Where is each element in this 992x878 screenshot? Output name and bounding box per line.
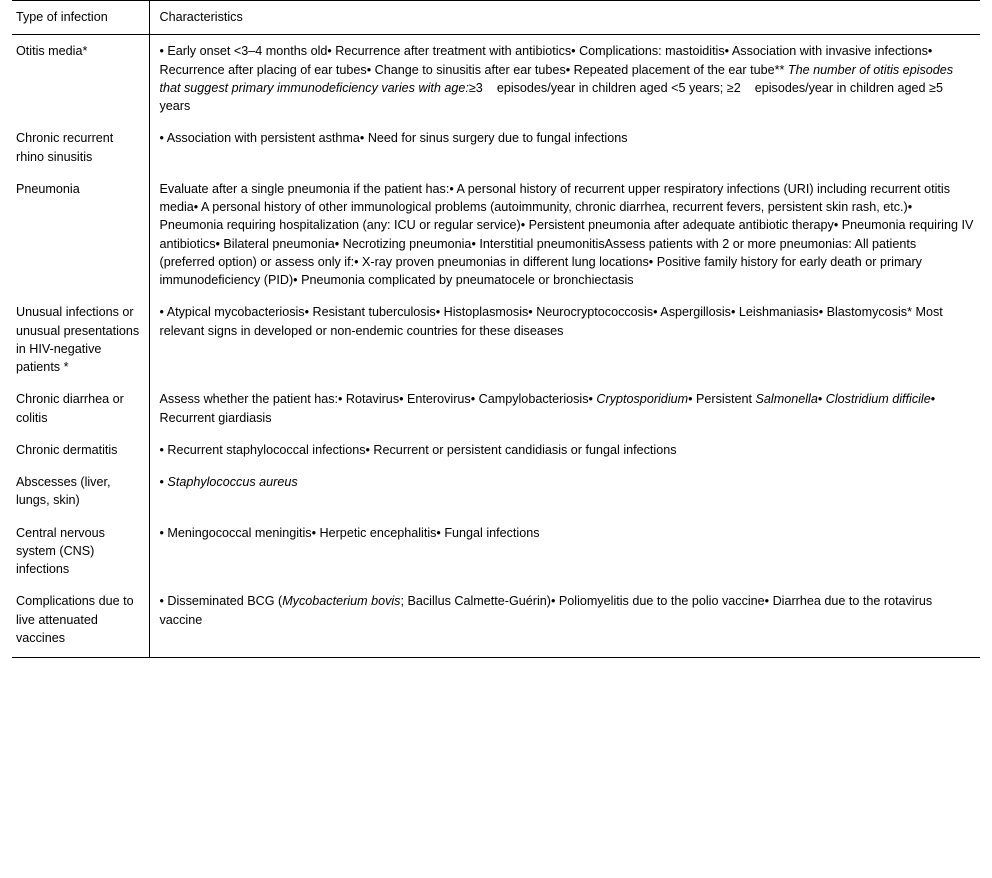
table-row <box>12 296 980 383</box>
italic-text: Salmonella <box>755 392 818 407</box>
table-row <box>12 585 980 657</box>
table-row <box>12 35 980 123</box>
characteristics-cell: • Meningococcal meningitis• Herpetic encephalitis• Fungal infections <box>159 525 540 540</box>
table-row <box>12 173 980 297</box>
italic-text: Mycobacterium bovis <box>282 594 401 609</box>
infection-type-cell: Chronic recurrent rhino sinusitis <box>12 122 149 173</box>
table-row <box>12 122 980 173</box>
table-bottom-rule <box>12 657 980 658</box>
infection-characteristics-table <box>12 0 980 657</box>
infection-type-cell: Unusual infections or unusual presentations in HIV-negative patients * <box>12 296 149 383</box>
infection-type-cell: Otitis media* <box>12 35 149 123</box>
infection-type-cell: Chronic dermatitis <box>12 434 149 466</box>
table-row <box>12 434 980 466</box>
infection-type-cell: Abscesses (liver, lungs, skin) <box>12 466 149 517</box>
characteristics-cell: • Recurrent staphylococcal infections• Recurrent or persistent candidiasis or fungal infections <box>159 442 677 457</box>
italic-text: The number of otitis episodes that suggest primary immunodeficiency varies with age: <box>159 62 954 95</box>
table-row <box>12 383 980 434</box>
infection-type-cell: Complications due to live attenuated vaccines <box>12 585 149 657</box>
table-header <box>12 1 980 35</box>
characteristics-cell: • Atypical mycobacteriosis• Resistant tuberculosis• Histoplasmosis• Neurocryptococcosis• Aspergillosis• Leishmaniasis• Blastomycosis* Most relevant signs in developed or non-endemic countries for these diseases <box>159 305 943 338</box>
infection-type-cell: Pneumonia <box>12 173 149 297</box>
column-header-type: Type of infection <box>12 1 149 35</box>
characteristics-cell: • Early onset <3–4 months old• Recurrence after treatment with antibiotics• Complications: mastoiditis• Association with invasive infections• Recurrence after placing of ear tubes• Change to sinusitis after ear tubes• Repeated placement of the ear tube** The number of otitis episodes that suggest primary immunodeficiency varies with age:≥3 episodes/year in children aged <5 years; ≥2 episodes/year in children aged ≥5 years <box>159 44 954 113</box>
infection-type-cell: Chronic diarrhea or colitis <box>12 383 149 434</box>
italic-text: Staphylococcus aureus <box>167 475 298 489</box>
characteristics-cell: Evaluate after a single pneumonia if the patient has:• A personal history of recurrent upper respiratory infections (URI) including recurrent otitis media• A personal history of other immunological problems (autoimmunity, chronic diarrhea, recurrent fevers, persistent skin rash, etc.)• Pneumonia requiring hospitalization (any: ICU or regular service)• Persistent pneumonia after adequate antibiotic therapy• Pneumonia requiring IV antibiotics• Bilateral pneumonia• Necrotizing pneumonia• Interstitial pneumonitisAssess patients with 2 or more pneumonias: All patients (preferred option) or assess only if:• X-ray proven pneumonias in different lung locations• Positive family history for early death or primary immunodeficiency (PID)• Pneumonia complicated by pneumatocele or bronchiectasis <box>159 181 974 287</box>
table-row <box>12 466 980 517</box>
characteristics-cell: • Staphylococcus aureus <box>159 475 298 489</box>
table-row <box>12 517 980 586</box>
characteristics-cell: • Association with persistent asthma• Need for sinus surgery due to fungal infections <box>159 131 628 146</box>
table-header-row <box>12 1 980 35</box>
table-body <box>12 35 980 657</box>
characteristics-cell: Assess whether the patient has:• Rotavirus• Enterovirus• Campylobacteriosis• Cryptosporidium• Persistent Salmonella• Clostridium difficile• Recurrent giardiasis <box>159 392 936 425</box>
italic-text: Cryptosporidium <box>596 392 689 407</box>
infection-type-cell: Central nervous system (CNS) infections <box>12 517 149 586</box>
characteristics-cell: • Disseminated BCG (Mycobacterium bovis; Bacillus Calmette-Guérin)• Poliomyelitis due to the polio vaccine• Diarrhea due to the rotavirus vaccine <box>159 594 933 627</box>
italic-text: Clostridium difficile <box>825 392 931 407</box>
column-header-characteristics: Characteristics <box>149 1 980 35</box>
